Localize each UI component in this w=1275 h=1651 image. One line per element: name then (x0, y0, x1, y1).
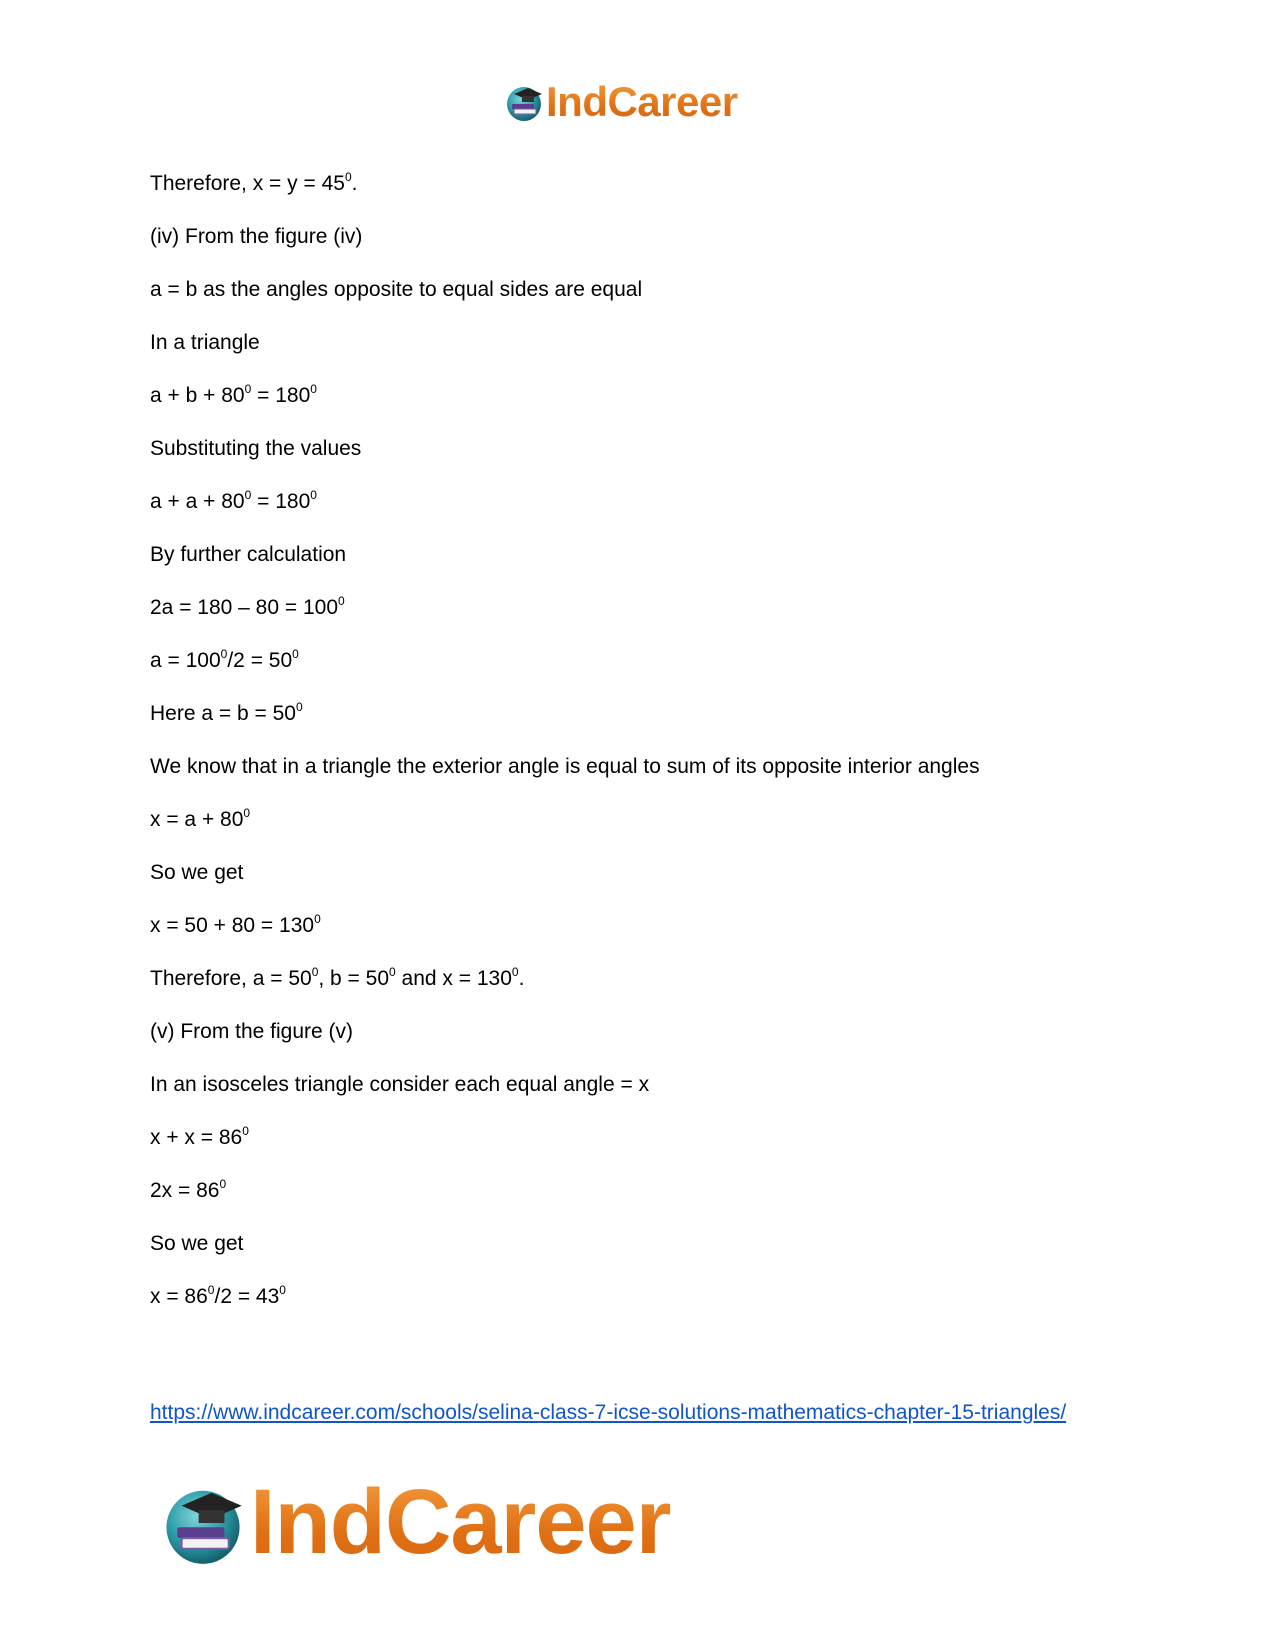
text-line: So we get (150, 1232, 244, 1255)
text-line: By further calculation (150, 543, 347, 566)
text-line: Substituting the values (150, 437, 362, 460)
text-line: $a + b + 80^0 = 180^0$ (150, 382, 317, 407)
logo-wordmark: IndCareer (546, 78, 738, 125)
text-line: Therefore, $x = y = 45^0$. (150, 170, 358, 195)
text-line: $a = 100^0/2 = 50^0$ (150, 647, 299, 672)
text-line: In an isosceles triangle consider each equal angle = x (150, 1073, 650, 1096)
text-line: (v) From the figure (v) (150, 1020, 354, 1043)
footer-logo (160, 1470, 671, 1575)
text-line: $x = a + 80^0$ (150, 806, 251, 831)
header-logo (504, 78, 738, 126)
text-line: In a triangle (150, 331, 260, 354)
text-line: $2a = 180 - 80 = 100^0$ (150, 594, 345, 619)
text-line: $x + x = 86^0$ (150, 1124, 249, 1149)
text-line: So we get (150, 861, 244, 884)
text-line: Here $a = b = 50^0$ (150, 700, 303, 725)
text-line: Therefore, $a = 50^0$, $b = 50^0$ and $x = 130^0$. (150, 965, 525, 990)
text-line: $2x = 86^0$ (150, 1177, 227, 1202)
text-line: $x = 50 + 80 = 130^0$ (150, 912, 321, 937)
source-link[interactable]: https://www.indcareer.com/schools/selina-class-7-icse-solutions-mathematics-chapter-15-triangles/ (150, 1401, 1067, 1424)
globe-graduate-icon (504, 82, 544, 122)
text-line: (iv) From the figure (iv) (150, 225, 363, 248)
text-line: We know that in a triangle the exterior angle is equal to sum of its opposite interior angles (150, 755, 980, 778)
text-line: $x = 86^0/2 = 43^0$ (150, 1283, 286, 1308)
globe-graduate-icon (160, 1480, 246, 1566)
logo-wordmark: IndCareer (250, 1471, 671, 1573)
text-line: $a + a + 80^0 = 180^0$ (150, 488, 317, 513)
text-line: a = b as the angles opposite to equal sides are equal (150, 278, 643, 301)
